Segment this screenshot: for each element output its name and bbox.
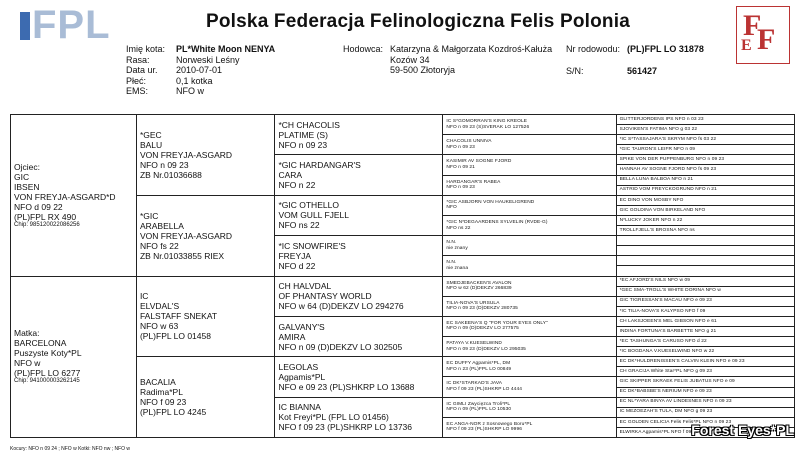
pedigree-line: HANNAH AV SOGNE FJORD NFO fs 09 23 [619,167,717,173]
pedigree-line: PLATIME (S) [278,129,328,140]
pedigree-line: NFO n 09 (D)DEKZV LO 302505 [278,341,403,352]
label-name: Imię kota: [126,44,166,54]
pedigree-table [10,114,795,438]
g5-ancestor-cell [616,246,794,256]
pedigree-line: GIC [14,171,30,182]
pedigree-line: NFO n 09 23 [278,139,328,150]
pedigree-line: EC SAKEENA'S Q "FOR YOUR EYES ONLY" [446,320,548,326]
g4-ancestor-cell [443,276,616,296]
pedigree-line: IC BIANNA [278,402,321,413]
pedigree-line: NFO n 09 23 [446,185,475,191]
pedigree-line: NFO n 23 (PL)FPL LO 00849 [446,366,512,372]
great-grandparent-cell [275,195,443,235]
fpl-logo [18,3,136,47]
g5-ancestor-cell [616,236,794,246]
g4-ancestor-cell [443,397,616,417]
value-sex: 0,1 kotka [176,75,213,86]
pedigree-line: BARCELONA [14,338,67,349]
pedigree-line: NFO w 64 (D)DEKZV LO 294276 [278,301,404,312]
pedigree-line: PATAYA V.KUESELWIND [446,341,502,347]
pedigree-line: *GIC ASBJORN VON HAUKELIGREND [446,199,535,205]
pedigree-line: NFO n 09 23 [446,144,475,150]
pedigree-line: NFO f 09 23 (PL)SHKRP LO 4444 [446,387,522,393]
pedigree-line: *GEC [139,129,162,140]
label-sex: Płeć: [126,75,147,86]
pedigree-line: IC S*GOMORRAN'S KING KREOLE [446,119,528,124]
chip-number: Chip: 985120022086256 [14,221,80,228]
pedigree-line: Radima*PL [139,387,183,398]
pedigree-line: NFO w 62 (D)DEKZV 266839 [446,286,512,292]
breeder-city: 59-500 Złotoryja [390,65,456,75]
great-grandparent-cell [275,155,443,195]
pedigree-line: HARDANGAR'S RABEA [446,179,501,185]
great-grandparent-cell [275,357,443,397]
g5-ancestor-cell [616,306,794,316]
g5-ancestor-cell [616,357,794,367]
pedigree-line: *IC SNOWFIRE'S [278,240,346,251]
pedigree-line: *CH CHACOLIS [278,119,340,130]
mother-cell [11,276,137,438]
pedigree-line: GIC GOLDINA VON BIRKELAND NFO [619,207,706,213]
pedigree-line: TROLLFJELL'S BROSNA NFO ns [619,227,695,233]
pedigree-line: N.N. [446,260,457,266]
cat-info-values [176,44,275,97]
pedigree-line: VON FREYJA-ASGARD [139,230,233,241]
pedigree-line: (PL)FPL RX 490 [14,211,77,222]
g4-ancestor-cell [443,155,616,175]
g4-ancestor-cell [443,175,616,195]
pedigree-line: AMIRA [278,331,306,342]
grandparent-cell [136,276,275,357]
pedigree-line: FREYJA [278,250,312,261]
breeder-street: Kozów 34 [390,54,430,65]
pedigree-line: *GIC HARDANGAR'S [278,160,361,171]
g4-ancestor-cell [443,316,616,336]
pedigree-line: ZB Nr.01033855 RIEX [139,250,225,261]
g5-ancestor-cell [616,337,794,347]
pedigree-line: *IC TILIA-NOVA'S KALYPSO NFO f 09 [619,308,706,314]
pedigree-line: CH HALVDAL [278,281,332,292]
pedigree-line: EC GOLDEN CELICIA Felis Felis*PL NFO n 09 23 [619,419,732,425]
g5-ancestor-cell [616,276,794,286]
pedigree-line: NFO w 63 [139,321,179,332]
pedigree-line: EC ANGA-NOR z Sosnowego Boru*PL [446,421,533,427]
pedigree-line: OF PHANTASY WORLD [278,291,372,302]
g5-ancestor-cell [616,367,794,377]
pedigree-line: BALU [139,139,163,150]
value-name: PL*White Moon NENYA [176,44,276,54]
pedigree-line: NFO ns 22 [446,225,471,231]
pedigree-line: *GIC TAURON'S LEIFR NFO n 09 [619,147,696,153]
g5-ancestor-cell [616,115,794,125]
father-cell [11,115,137,277]
pedigree-line: EC DINO VON MOSBY NFO [619,197,684,203]
pedigree-line: NFO w [14,358,41,369]
pedigree-line: nie znany [446,245,468,251]
pedigree-line: CHACOLIS UNNIVA [446,139,492,145]
pedigree-line: CH LAKSJOEEN'S MEL GIBSON NFO e 61 [619,318,717,324]
great-grandparent-cell [275,115,443,155]
pedigree-line: EC DK*HULDRENISSEN'S CALVIN KLEIN NFO e 09 23 [619,359,745,364]
pedigree-line: TILIA-NOVA'S URSULA [446,300,500,306]
great-grandparent-cell [275,316,443,356]
g5-ancestor-cell [616,397,794,407]
watermark: Forest Eyes*PL [691,422,794,438]
g5-ancestor-cell [616,316,794,326]
reg-number: (PL)FPL LO 31878 [627,44,704,54]
pedigree-line: VON FREYJA-ASGARD [139,149,233,160]
pedigree-line: (PL)FPL LO 01458 [139,331,211,342]
label-dob: Data ur. [126,65,158,75]
pedigree-line: ARABELLA [139,220,184,231]
label-sn: S/N: [566,66,584,76]
pedigree-line: BACALIA [139,377,176,388]
federation-crest-logo: F F E [736,6,790,64]
logo-text: FPL [32,3,111,47]
g5-ancestor-cell [616,286,794,296]
pedigree-line: NFO e 09 23 (PL)SHKRP LO 13688 [278,381,415,392]
pedigree-line: EC DUFFY Agpamis*PL, DM [446,361,511,367]
pedigree-line: NFO fs 22 [139,240,179,251]
pedigree-line: GALVANY'S [278,321,325,332]
g5-ancestor-cell [616,145,794,155]
g4-ancestor-cell [443,357,616,377]
pedigree-line: *GIC [139,210,159,221]
g4-ancestor-cell [443,236,616,256]
g4-ancestor-cell [443,195,616,215]
g4-ancestor-cell [443,135,616,155]
label-breed: Rasa: [126,54,150,65]
label-breeder: Hodowca: [343,44,384,54]
g5-ancestor-cell [616,377,794,387]
breeder-info [390,44,552,76]
g5-ancestor-cell [616,155,794,165]
pedigree-line: NFO d 09 22 [14,201,63,212]
g5-ancestor-cell [616,226,794,236]
pedigree-line: *EC TASHUNGA'S CARUSO NFO d 22 [619,338,707,344]
g5-ancestor-cell [616,347,794,357]
g4-ancestor-cell [443,337,616,357]
pedigree-line: EC DK*BABSBE'S NERIUM NFO e 09 23 [619,389,712,395]
label-reg: Nr rodowodu: [566,44,621,54]
g5-ancestor-cell [616,195,794,205]
g5-ancestor-cell [616,185,794,195]
pedigree-line: GIC TIGRESSAN'S MACAU NFO e 09 23 [619,298,712,304]
pedigree-line: IC DK*STARKAD'S JAVA [446,381,503,387]
pedigree-line: VOM GULL FJELL [278,210,350,221]
pedigree-line: EC NL*YARA BINYA AV LINDESNES NFO n 09 23 [619,399,732,405]
sn-number: 561427 [627,66,658,76]
pedigree-line: *EC AFJORD'S NILS NFO w 09 [619,278,690,284]
pedigree-line: NFO ns 22 [278,220,320,231]
g5-ancestor-cell [616,326,794,336]
pedigree-line: ELVDAL'S [139,301,180,312]
pedigree-line: NFO f 09 23 (PL)SHKRP LO 9996 [446,427,522,433]
pedigree-line: *IC BOGDANA V.KUESELWIND NFO w 22 [619,348,715,354]
label-ems: EMS: [126,86,149,96]
pedigree-line: SMEDJEBACKEN'S AVALON [446,280,512,286]
pedigree-line: *GIC OTHELLO [278,200,339,211]
logo-bar [20,12,30,40]
pedigree-line: *GIC N*DEGAARDENS SYLVELIN (RVDE-G) [446,219,548,225]
breeder-name: Katarzyna & Małgorzata Kozdroś-Kałuża [390,44,553,54]
g4-ancestor-cell [443,256,616,276]
pedigree-line: ZB Nr.01036688 [139,169,202,180]
pedigree-line: SJOVIKEN'S FATIMA NFO g 03 22 [619,126,698,132]
pedigree-line: NFO n 09 21 [446,164,475,170]
grandparent-cell [136,195,275,276]
g4-ancestor-cell [443,417,616,437]
pedigree-line: IBSEN [14,181,40,192]
pedigree-line: FALSTAFF SNEKAT [139,311,218,322]
value-dob: 2010-07-01 [176,65,223,75]
pedigree-line: GLITTERJORDENS IPS NFO n 03 23 [619,116,704,122]
g5-ancestor-cell [616,266,794,276]
g5-ancestor-cell [616,215,794,225]
pedigree-line: SPIKE VON DER PUPPENBURG NFO n 09 23 [619,157,725,163]
pedigree-line: NFO d 22 [278,260,316,271]
pedigree-line: NFO n 09 (PL)FPL LO 10530 [446,407,512,413]
g5-ancestor-cell [616,165,794,175]
pedigree-line: NFO [446,205,457,211]
pedigree-line: NFO n 09 23 (S)SVERAK LO 127526 [446,124,530,130]
g5-ancestor-cell [616,256,794,266]
pedigree-line: ASTRID VOM FREYCKOGRUND NFO n 21 [619,187,717,193]
pedigree-line: nie znana [446,265,469,271]
g5-ancestor-cell [616,125,794,135]
pedigree-line: IC GIMLI Zwycięzca Troli*PL [446,401,511,407]
pedigree-line: VON FREYJA-ASGARD*D [14,191,116,202]
pedigree-line: IC [139,291,149,302]
footer-note: Kocury: NFO n 09 24 ; NFO w Kotki: NFO nw ; NFO w [10,446,131,452]
pedigree-line: *IC S*TASSAJARA'S SKRYM NFO fs 03 22 [619,136,717,142]
value-ems: NFO w [176,86,204,96]
g4-ancestor-cell [443,377,616,397]
g5-ancestor-cell [616,387,794,397]
pedigree-line: BELLA LUNA BALBOA NFO n 21 [619,177,694,183]
pedigree-line: INDINA FORTUNA'S BARBETTE NFO g 21 [619,328,717,334]
pedigree-line: Puszyste Koty*PL [14,348,82,359]
pedigree-line: ELWIRKA Agpamis*PL NFO f 09 23 [619,429,699,435]
pedigree-line: NFO n 09 23 [139,159,189,170]
pedigree-line: Ojciec: [14,161,40,172]
pedigree-line: KASIMIR AV SOGNE FJORD [446,159,512,165]
great-grandparent-cell [275,236,443,276]
pedigree-line: CH GRACIJA White Star*PL NFO g 09 23 [619,369,713,375]
g5-ancestor-cell [616,205,794,215]
pedigree-line: LEGOLAS [278,361,319,372]
g4-ancestor-cell [443,296,616,316]
g5-ancestor-cell [616,135,794,145]
chip-number: Chip: 941000003262145 [14,378,80,385]
pedigree-line: GIC SKIPPER SKRAEK FELIS JUBATUS NFO e 09 [619,379,735,385]
grandparent-cell [136,357,275,438]
pedigree-line: Kot Freyi*PL (FPL LO 01456) [278,412,389,423]
pedigree-line: CARA [278,170,303,181]
pedigree-line: (PL)FPL LO 6277 [14,368,81,379]
cat-info-labels [126,44,165,97]
pedigree-line: NFO n 22 [278,180,316,191]
pedigree-line: Agpamis*PL [278,371,326,382]
value-breed: Norweski Leśny [176,54,240,65]
pedigree-line: IC MEZOEZAH'S TULA, DM NFO g 09 23 [619,409,713,415]
great-grandparent-cell [275,276,443,316]
g4-ancestor-cell [443,215,616,235]
g5-ancestor-cell [616,296,794,306]
pedigree-line: NFO n 09 (D)DEKZV LO 277575 [446,326,519,332]
federation-title: Polska Federacja Felinologiczna Felis Polonia [206,11,630,32]
great-grandparent-cell [275,397,443,437]
pedigree-line: N*LUCKY JOKER NFO n 22 [619,217,683,223]
g5-ancestor-cell [616,407,794,417]
pedigree-line: NFO n 09 23 (D)DEKZV 280735 [446,306,518,312]
pedigree-line: (PL)FPL LO 4245 [139,407,207,418]
pedigree-line: Matka: [14,328,40,339]
pedigree-line: NFO f 09 23 (PL)SHKRP LO 13736 [278,422,413,433]
pedigree-line: NFO n 09 23 (D)DEKZV LO 295035 [446,346,526,352]
pedigree-line: NFO f 09 23 [139,397,187,408]
pedigree-line: N.N. [446,240,457,246]
g4-ancestor-cell [443,115,616,135]
pedigree-line: *GEC SMA-TROLL'S WHITE DORINA NFO w [619,288,721,294]
grandparent-cell [136,115,275,196]
g5-ancestor-cell [616,175,794,185]
